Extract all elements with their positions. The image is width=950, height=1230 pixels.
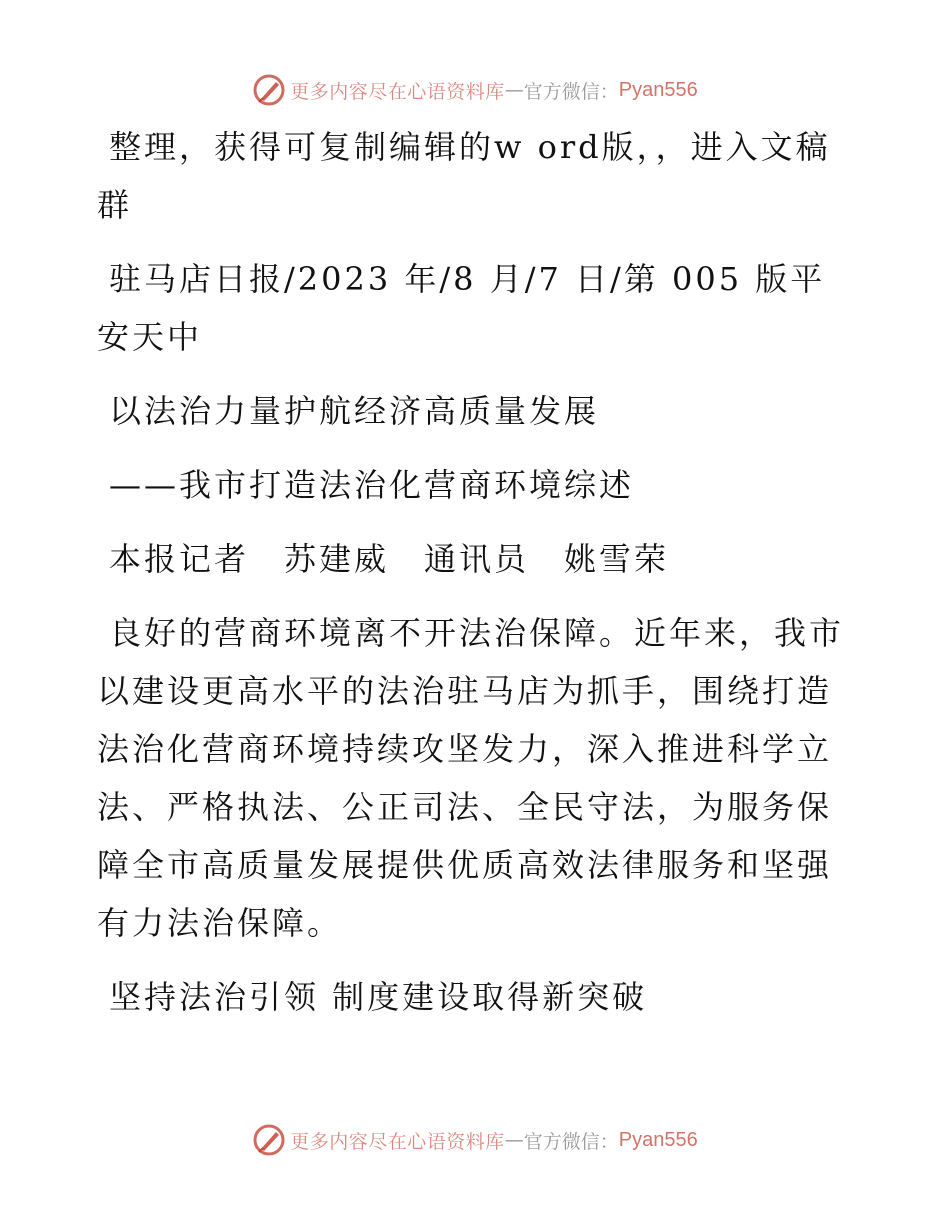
section-heading: 坚持法治引领 制度建设取得新突破 [109, 978, 648, 1016]
header-watermark [0, 70, 950, 110]
watermark-id: Pyan556 [618, 78, 698, 101]
article-title: 以法治力量护航经济高质量发展 [109, 392, 600, 430]
red-quill-logo-icon [252, 73, 286, 107]
document-body [97, 118, 853, 1042]
article-lead-paragraph: 良好的营商环境离不开法治保障。近年来，我市以建设更高水平的法治驻马店为抓手，围绕打造法治化营商环境持续攻坚发力，深入推进科学立法、严格执法、公正司法、全民守法，为服务保障全市高质量发展提供优质高效法律服务和坚强有力法治保障。 [97, 614, 845, 942]
article-subtitle: ——我市打造法治化营商环境综述 [109, 466, 635, 504]
watermark-text: 更多内容尽在心语资料库 [290, 1130, 505, 1153]
watermark-label: 官方微信： [523, 1130, 619, 1153]
watermark-separator: — [504, 1129, 524, 1151]
watermark-id: Pyan556 [618, 1128, 698, 1151]
watermark-label: 官方微信： [523, 80, 619, 103]
article-byline: 本报记者 苏建威 通讯员 姚雪荣 [109, 540, 670, 578]
paragraph-source: 驻马店日报/2023 年/8 月/7 日/第 005 版平安天中 [97, 260, 826, 356]
watermark-separator: — [504, 79, 524, 101]
red-quill-logo-icon [252, 1123, 286, 1157]
footer-watermark [0, 1120, 950, 1160]
paragraph-notice: 整理，获得可复制编辑的w ord版，，进入文稿群 [97, 128, 831, 224]
watermark-text: 更多内容尽在心语资料库 [290, 80, 505, 103]
